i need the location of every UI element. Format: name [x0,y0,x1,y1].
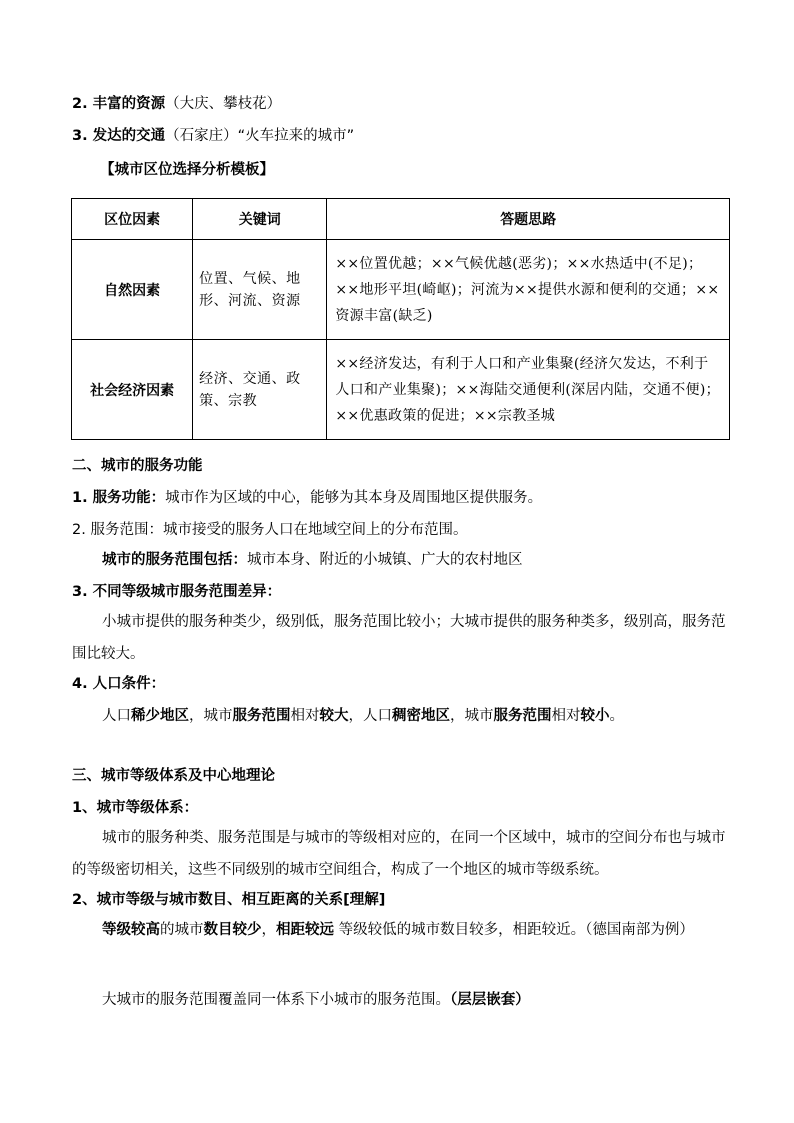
service-difference-text: 小城市提供的服务种类少，级别低，服务范围比较小；大城市提供的服务种类多，级别高，服务范围比较大。 [72,614,726,662]
header-answer: 答题思路 [327,199,730,240]
service-range-line: 2. 服务范围：城市接受的服务人口在地域空间上的分布范围。 [72,522,468,538]
transport-examples: （石家庄）“火车拉来的城市” [165,128,355,144]
header-keywords: 关键词 [193,199,327,240]
keywords-cell: 位置、气候、地形、河流、资源 [193,240,327,340]
relation-text: 等级较高的城市数目较少，相距较远 等级较低的城市数目较多，相距较近。（德国南部为例） [102,922,694,938]
relation-heading: 2、城市等级与城市数目、相互距离的关系[理解] [72,892,386,908]
template-title: 【城市区位选择分析模板】 [100,162,274,178]
service-range-includes: 城市的服务范围包括：城市本身、附近的小城镇、广大的农村地区 [102,552,523,568]
factor-cell: 自然因素 [72,240,193,340]
section3-heading: 三、城市等级体系及中心地理论 [72,768,275,784]
section2-heading: 二、城市的服务功能 [72,458,203,474]
table-row [72,240,730,340]
population-heading: 4. 人口条件： [72,676,166,692]
table-row [72,340,730,440]
answer-cell: ××位置优越；××气候优越(恶劣)；××水热适中(不足)；××地形平坦(崎岖)；河流为××提供水源和便利的交通；××资源丰富(缺乏) [327,240,730,340]
service-function-line: 1. 服务功能：城市作为区域的中心，能够为其本身及周围地区提供服务。 [72,490,543,506]
hierarchy-text: 城市的服务种类、服务范围是与城市的等级相对应的，在同一个区域中，城市的空间分布也与城市的等级密切相关，这些不同级别的城市空间组合，构成了一个地区的城市等级系统。 [72,830,726,878]
factor-cell: 社会经济因素 [72,340,193,440]
nesting-text: 大城市的服务范围覆盖同一体系下小城市的服务范围。（层层嵌套） [102,992,530,1008]
resource-label: 2. 丰富的资源 [72,96,166,112]
header-factor: 区位因素 [72,199,193,240]
resource-line [72,94,732,114]
keywords-cell: 经济、交通、政策、宗教 [193,340,327,440]
answer-cell: ××经济发达，有利于人口和产业集聚(经济欠发达，不利于人口和产业集聚)；××海陆交通便利(深居内陆，交通不便)；××优惠政策的促进；××宗教圣城 [327,340,730,440]
service-difference-heading: 3. 不同等级城市服务范围差异： [72,584,282,600]
table-header-row [72,199,730,240]
hierarchy-heading: 1、城市等级体系： [72,800,199,816]
resource-examples: （大庆、攀枝花） [165,96,282,112]
population-text: 人口稀少地区，城市服务范围相对较大，人口稠密地区，城市服务范围相对较小。 [102,708,624,724]
transport-line [72,126,732,146]
transport-label: 3. 发达的交通 [72,128,166,144]
location-factor-table [71,198,730,440]
